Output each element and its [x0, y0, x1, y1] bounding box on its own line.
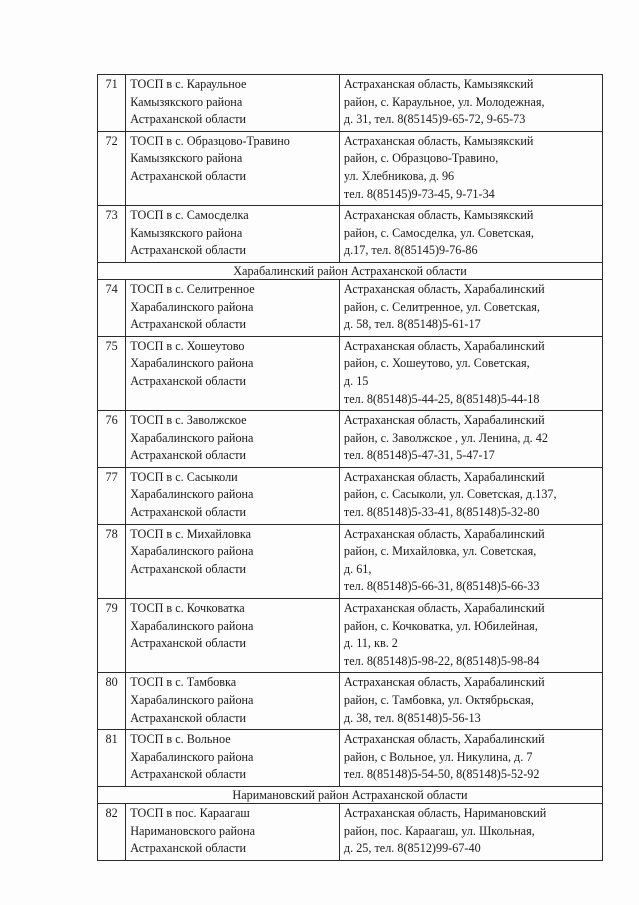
address-line: район, с. Самосделка, ул. Советская,: [343, 225, 534, 240]
offices-table: [97, 74, 603, 861]
address-line: район, с. Михайловка, ул. Советская,: [343, 544, 537, 559]
address-line: Астраханская область, Харабалинский: [343, 601, 545, 616]
office-name-line: Харабалинского района: [130, 299, 254, 314]
office-name-line: Астраханской области: [130, 710, 247, 725]
address-cell: [339, 673, 602, 730]
address-cell: [339, 803, 602, 860]
office-name-line: Харабалинского района: [130, 356, 254, 371]
address-line: Астраханская область, Харабалинский: [343, 469, 545, 484]
address-line: д. 38, тел. 8(85148)5-56-13: [343, 710, 481, 725]
office-name-cell: [126, 730, 340, 787]
row-number: 71: [98, 75, 126, 132]
office-name-cell: [126, 75, 340, 132]
address-line: район, с Вольное, ул. Никулина, д. 7: [343, 749, 533, 764]
table-row: [98, 524, 603, 598]
address-line: район, с. Караульное, ул. Молодежная,: [343, 94, 545, 109]
row-number: 74: [98, 279, 126, 336]
row-number: 80: [98, 673, 126, 730]
table-row: [98, 411, 603, 468]
row-number: 75: [98, 336, 126, 410]
office-name-line: ТОСП в с. Караульное: [130, 77, 247, 91]
address-line: Астраханская область, Харабалинский: [343, 338, 545, 353]
table-row: [98, 336, 603, 410]
table-row: [98, 467, 603, 524]
address-line: Астраханская область, Харабалинский: [343, 675, 545, 690]
table-row: [98, 803, 603, 860]
address-line: Астраханская область, Харабалинский: [343, 526, 545, 541]
row-number: 72: [98, 131, 126, 205]
office-name-line: ТОСП в с. Хошеутово: [130, 338, 245, 353]
address-line: д. 61,: [343, 561, 372, 576]
address-line: д.17, тел. 8(85145)9-76-86: [343, 243, 478, 258]
row-number: 73: [98, 206, 126, 263]
row-number: 77: [98, 467, 126, 524]
office-name-line: Астраханской области: [130, 168, 247, 183]
office-name-line: Астраханской области: [130, 243, 247, 258]
address-cell: [339, 75, 602, 132]
office-name-line: Астраханской области: [130, 448, 247, 463]
address-line: район, с. Селитренное, ул. Советская,: [343, 299, 540, 314]
office-name-line: Астраханской области: [130, 373, 247, 388]
address-line: тел. 8(85148)5-54-50, 8(85148)5-52-92: [343, 767, 540, 782]
section-title: Харабалинский район Астраханской области: [98, 262, 603, 279]
office-name-line: Харабалинского района: [130, 749, 254, 764]
address-cell: [339, 131, 602, 205]
office-name-line: Камызякского района: [130, 151, 243, 166]
office-name-cell: [126, 803, 340, 860]
office-name-line: ТОСП в с. Заволжское: [130, 413, 247, 428]
office-name-cell: [126, 411, 340, 468]
row-number: 76: [98, 411, 126, 468]
office-name-cell: [126, 524, 340, 598]
address-cell: [339, 411, 602, 468]
address-line: район, пос. Караагаш, ул. Школьная,: [343, 823, 535, 838]
office-name-line: Наримановского района: [130, 823, 256, 838]
table-row: [98, 131, 603, 205]
address-cell: [339, 206, 602, 263]
address-cell: [339, 599, 602, 673]
office-name-line: Астраханской области: [130, 112, 247, 127]
office-name-line: Харабалинского района: [130, 693, 254, 707]
address-line: Астраханская область, Камызякский: [343, 133, 534, 148]
address-line: район, с. Сасыколи, ул. Советская, д.137,: [343, 487, 557, 502]
section-header-row: [98, 786, 603, 803]
office-name-cell: [126, 467, 340, 524]
table-row: [98, 599, 603, 673]
office-name-line: ТОСП в с. Михайловка: [130, 526, 252, 541]
address-line: ул. Хлебникова, д. 96: [343, 168, 455, 183]
table-row: [98, 673, 603, 730]
row-number: 82: [98, 803, 126, 860]
address-line: Астраханская область, Харабалинский: [343, 281, 545, 296]
address-line: д. 25, тел. 8(8512)99-67-40: [343, 841, 481, 856]
address-line: Астраханская область, Харабалинский: [343, 413, 545, 428]
office-name-line: Астраханской области: [130, 636, 247, 651]
address-line: д. 31, тел. 8(85145)9-65-72, 9-65-73: [343, 112, 526, 127]
address-line: тел. 8(85145)9-73-45, 9-71-34: [343, 186, 495, 201]
office-name-line: Астраханской области: [130, 317, 247, 332]
address-line: тел. 8(85148)5-98-22, 8(85148)5-98-84: [343, 653, 540, 668]
address-line: район, с. Хошеутово, ул. Советская,: [343, 356, 530, 371]
row-number: 78: [98, 524, 126, 598]
address-line: д. 58, тел. 8(85148)5-61-17: [343, 317, 481, 332]
office-name-line: Камызякского района: [130, 225, 243, 240]
office-name-line: Харабалинского района: [130, 487, 254, 502]
address-line: Астраханская область, Харабалинский: [343, 732, 545, 747]
address-line: Астраханская область, Камызякский: [343, 208, 534, 223]
office-name-line: Харабалинского района: [130, 618, 254, 633]
address-line: тел. 8(85148)5-47-31, 5-47-17: [343, 448, 495, 463]
address-cell: [339, 524, 602, 598]
office-name-line: ТОСП в с. Кочковатка: [130, 601, 245, 616]
address-line: д. 11, кв. 2: [343, 636, 398, 651]
office-name-cell: [126, 599, 340, 673]
office-name-line: ТОСП в с. Вольное: [130, 732, 231, 747]
address-line: д. 15: [343, 373, 369, 388]
address-cell: [339, 467, 602, 524]
row-number: 81: [98, 730, 126, 787]
office-name-cell: [126, 206, 340, 263]
office-name-line: ТОСП в пос. Караагаш: [130, 805, 250, 820]
office-name-cell: [126, 279, 340, 336]
address-cell: [339, 730, 602, 787]
row-number: 79: [98, 599, 126, 673]
address-line: тел. 8(85148)5-44-25, 8(85148)5-44-18: [343, 391, 540, 406]
office-name-line: ТОСП в с. Сасыколи: [130, 469, 238, 484]
table-row: [98, 206, 603, 263]
office-name-cell: [126, 336, 340, 410]
office-name-line: Харабалинского района: [130, 544, 254, 559]
address-line: район, с. Заволжское , ул. Ленина, д. 42: [343, 430, 548, 445]
table-row: [98, 75, 603, 132]
office-name-line: Харабалинского района: [130, 430, 254, 445]
address-line: район, с. Образцово-Травино,: [343, 151, 499, 166]
table-row: [98, 730, 603, 787]
address-line: тел. 8(85148)5-33-41, 8(85148)5-32-80: [343, 505, 540, 520]
office-name-line: ТОСП в с. Самосделка: [130, 208, 249, 223]
address-line: район, с. Кочковатка, ул. Юбилейная,: [343, 618, 538, 633]
office-name-line: Камызякского района: [130, 94, 243, 109]
address-line: Астраханская область, Наримановский: [343, 805, 547, 820]
office-name-line: Астраханской области: [130, 505, 247, 520]
office-name-cell: [126, 131, 340, 205]
address-line: район, с. Тамбовка, ул. Октябрьская,: [343, 693, 534, 707]
office-name-cell: [126, 673, 340, 730]
office-name-line: Астраханской области: [130, 767, 247, 782]
address-line: Астраханская область, Камызякский: [343, 77, 534, 91]
table-row: [98, 279, 603, 336]
office-name-line: ТОСП в с. Образцово-Травино: [130, 133, 290, 148]
address-cell: [339, 336, 602, 410]
offices-table-body: [98, 75, 603, 861]
address-cell: [339, 279, 602, 336]
office-name-line: Астраханской области: [130, 561, 247, 576]
office-name-line: ТОСП в с. Селитренное: [130, 281, 255, 296]
section-title: Наримановский район Астраханской области: [98, 786, 603, 803]
section-header-row: [98, 262, 603, 279]
office-name-line: Астраханской области: [130, 841, 247, 856]
address-line: тел. 8(85148)5-66-31, 8(85148)5-66-33: [343, 579, 540, 594]
office-name-line: ТОСП в с. Тамбовка: [130, 675, 237, 690]
